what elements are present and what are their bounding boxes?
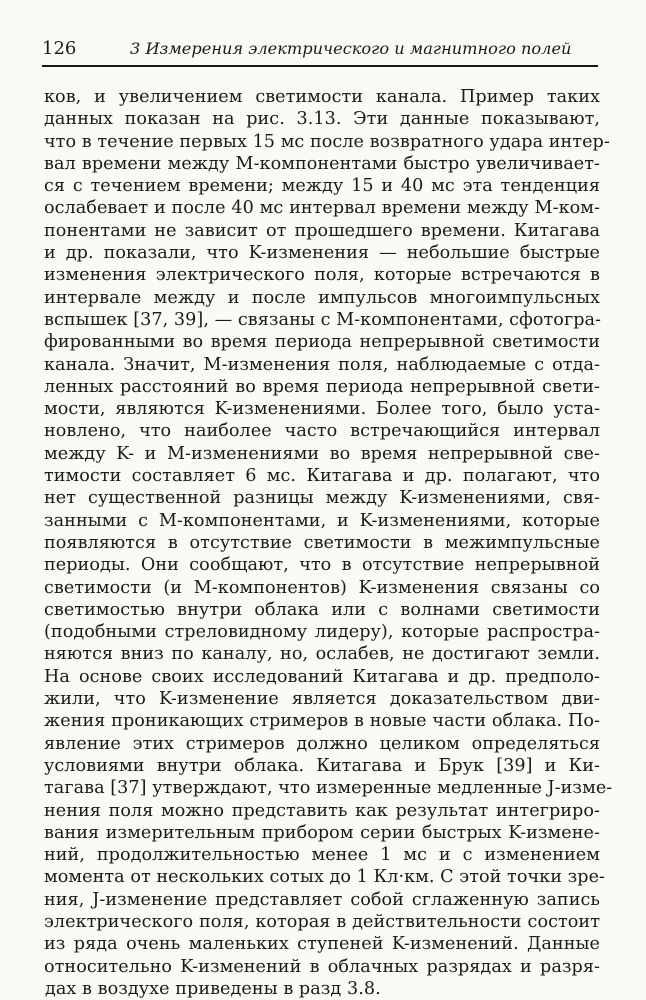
page-header	[42, 38, 598, 64]
text-line: дах в воздухе приведены в разд 3.8.	[45, 978, 381, 999]
text-line: канала. Значит, M-изменения поля, наблюдаемые с отда-	[44, 354, 600, 375]
text-line: ков, и увеличением светимости канала. Пример таких	[44, 87, 600, 107]
text-line: светимостью внутри облака или с волнами светимости	[44, 599, 600, 620]
text-line: вания измерительным прибором серии быстрых K-измене-	[44, 822, 600, 843]
text-line: и др. показали, что K-изменения — небольшие быстрые	[44, 243, 600, 264]
body-text	[44, 86, 613, 1000]
text-line: понентами не зависит от прошедшего времени. Китагава	[44, 220, 600, 241]
text-line: относительно K-изменений в облачных разрядах и разря-	[44, 956, 600, 977]
text-line: ослабевает и после 40 мс интервал времени между M-ком-	[44, 198, 600, 219]
text-line: ленных расстояний во время периода непрерывной свети-	[44, 376, 600, 397]
text-line: условиями внутри облака. Китагава и Брук [39] и Ки-	[44, 755, 600, 776]
running-title: 3 Измерения электрического и магнитного полей	[130, 39, 572, 58]
text-line: ний, продолжительностью менее 1 мс и с изменением	[44, 845, 600, 866]
text-line: фированными во время периода непрерывной светимости	[44, 332, 600, 353]
text-line: интервале между и после импульсов многоимпульсных	[44, 287, 600, 308]
text-line: На основе своих исследований Китагава и др. предполо-	[44, 666, 600, 687]
text-line: (подобными стреловидному лидеру), которые распростра-	[44, 622, 600, 643]
text-line: нет существенной разницы между K-изменениями, свя-	[44, 488, 600, 509]
text-line: мости, являются K-изменениями. Более того, было уста-	[44, 399, 600, 420]
text-line: что в течение первых 15 мс после возвратного удара интер-	[44, 131, 610, 152]
header-rule	[42, 65, 598, 67]
text-line: ния, J-изменение представляет собой сглаженную запись	[44, 889, 600, 910]
text-line: вспышек [37, 39], — связаны с M-компонентами, сфотогра-	[44, 309, 602, 330]
text-line: занными с M-компонентами, и K-изменениями, которые	[44, 510, 600, 531]
text-line: няются вниз по каналу, но, ослабев, не достигают земли.	[44, 644, 600, 665]
page-number: 126	[42, 38, 77, 59]
text-line: явление этих стримеров должно целиком определяться	[44, 733, 600, 754]
text-line: периоды. Они сообщают, что в отсутствие непрерывной	[44, 555, 600, 576]
text-line: жили, что K-изменение является доказательством дви-	[44, 689, 600, 710]
text-line: данных показан на рис. 3.13. Эти данные показывают,	[44, 109, 600, 130]
text-line: тагава [37] утверждают, что измеренные медленные J-изме-	[44, 778, 613, 799]
text-line: тимости составляет 6 мс. Китагава и др. полагают, что	[44, 466, 600, 487]
text-line: светимости (и M-компонентов) K-изменения связаны со	[44, 577, 600, 598]
text-line: между K- и M-изменениями во время непрерывной све-	[44, 443, 600, 464]
text-line: нения поля можно представить как результат интегриро-	[44, 800, 600, 821]
text-line: ся с течением времени; между 15 и 40 мс эта тенденция	[44, 176, 600, 197]
text-line: вал времени между M-компонентами быстро увеличивает-	[44, 153, 600, 174]
text-line: из ряда очень маленьких ступеней K-изменений. Данные	[44, 934, 600, 955]
text-line: появляются в отсутствие светимости в межимпульсные	[44, 532, 600, 553]
text-line: изменения электрического поля, которые встречаются в	[44, 265, 600, 286]
text-line: момента от нескольких сотых до 1 Кл·км. С этой точки зре-	[44, 867, 606, 888]
text-line: жения проникающих стримеров в новые части облака. По-	[44, 711, 600, 732]
text-line: новлено, что наиболее часто встречающийся интервал	[44, 421, 600, 442]
text-line: электрического поля, которая в действительности состоит	[44, 911, 600, 932]
